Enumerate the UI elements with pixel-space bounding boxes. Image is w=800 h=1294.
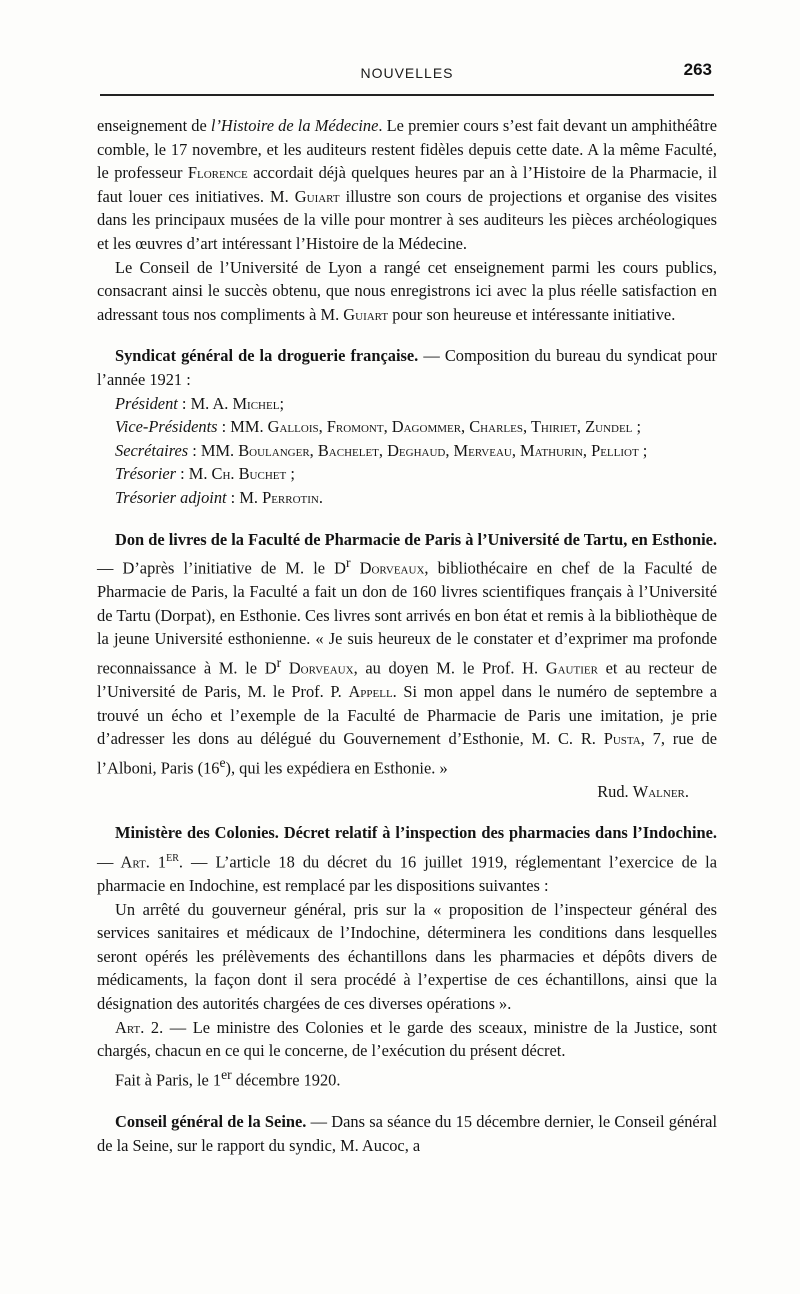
book-title: l’Histoire de la Médecine xyxy=(210,116,379,135)
officer-vice-presidents: Vice-Présidents : MM. Gallois, Fromont, Dagommer, Charles, Thiriet, Zundel ; xyxy=(115,417,642,437)
ministere-section: Ministère des Colonies. Décret relatif à l’inspection des pharmacies dans l’Indochine. — Art. 1er. — L’article 18 du décret du 16 juillet 1919, réglementant l’exercice de la pharmacie en Indochine, est remplacé par les dispositions suivantes : xyxy=(97,823,717,896)
running-title: NOUVELLES xyxy=(360,65,454,81)
section-heading: Conseil général de la Seine. xyxy=(115,1111,307,1131)
page-number: 263 xyxy=(683,60,712,79)
page-header xyxy=(100,58,714,96)
officer-tresorier: Trésorier : M. Ch. Buchet ; xyxy=(115,464,295,484)
intro-paragraph-2: Le Conseil de l’Université de Lyon a rangé cet enseignement parmi les cours publics, consacrant ainsi le succès obtenu, que nous enregistrons ici avec la plus réelle satisfaction en adressant tous nos compliments à M. Guiart pour son heureuse et intéressante initiative. xyxy=(97,257,717,324)
officer-president: Président : M. A. Michel; xyxy=(115,393,285,413)
conseil-section: Conseil général de la Seine. — Dans sa séance du 15 décembre dernier, le Conseil général de la Seine, sur le rapport du syndic, M. Aucoc, a xyxy=(97,1111,717,1155)
intro-paragraph-1: enseignement de l’Histoire de la Médecine. Le premier cours s’est fait devant un amphithéâtre comble, le 17 novembre, et les auditeurs restent fidèles depuis cette date. A la même Faculté, le professeur Florence accordait déjà quelques heures par an à l’Histoire de la Pharmacie, il faut louer ces initiatives. M. Guiart illustre son cours de projections et organise des visites dans les principaux musées de la ville pour montrer à ses auditeurs les pièces archéologiques et les œuvres d’art intéressant l’Histoire de la Médecine. xyxy=(97,116,717,253)
signature: Rud. Walner. xyxy=(597,781,689,801)
officer-tresorier-adjoint: Trésorier adjoint : M. Perrotin. xyxy=(115,487,323,507)
syndicat-section: Syndicat général de la droguerie française. — Composition du bureau du syndicat pour l’année 1921 : xyxy=(97,346,717,389)
ministere-article-2: Art. 2. — Le ministre des Colonies et le garde des sceaux, ministre de la Justice, sont chargés, chacun en ce qui le concerne, de l’exécution du présent décret. xyxy=(97,1017,717,1061)
ministere-arrete: Un arrêté du gouverneur général, pris sur la « proposition de l’inspecteur général des services sanitaires et médicaux de l’Indochine, déterminera les conditions dans lesquelles seront opérés les prélèvements des échantillons dans les pharmacies et dépôts divers de médicaments, la façon dont il sera procédé à l’expertise de ces échantillons, ainsi que la désignation des autorités chargées de ces diverses opérations ». xyxy=(97,899,717,1014)
section-heading: Syndicat général de la droguerie française. xyxy=(115,346,419,366)
person-name: Florence xyxy=(187,163,248,183)
person-name: Guiart xyxy=(294,186,340,206)
section-heading: Ministère des Colonies. Décret relatif à l’inspection des pharmacies dans l’Indochine. xyxy=(115,823,717,843)
section-heading: Don de livres de la Faculté de Pharmacie de Paris à l’Université de Tartu, en Esthonie. xyxy=(115,529,718,549)
don-section: Don de livres de la Faculté de Pharmacie de Paris à l’Université de Tartu, en Esthonie. — D’après l’initiative de M. le $D^r$ Dorveaux, bibliothécaire en chef de la Faculté de Pharmacie de Paris, la Faculté a fait un don de 160 livres scientifiques français à l’Université de Tartu (Dorpat), en Esthonie. Ces livres sont arrivés en bon état et remis à la bibliothèque de la jeune Université esthonienne. « Je suis heureux de le constater et d’exprimer ma profonde reconnaissance à M. le $D^r$ Dorveaux, au doyen M. le Prof. H. Gautier et au recteur de l’Université de Paris, M. le Prof. P. Appell. Si mon appel dans le numéro de septembre a trouvé un écho et l’exemple de la Faculté de Pharmacie de Paris une imitation, je prie d’adresser les dons au délégué du Gouvernement d’Esthonie, M. C. R. Pusta, 7, rue de l’Alboni, Paris (16e), qui les expédiera en Esthonie. » xyxy=(97,529,718,778)
don-signature-line xyxy=(97,780,717,804)
ministere-date-line: Fait à Paris, le 1er décembre 1920. xyxy=(115,1066,341,1090)
officer-secretaires: Secrétaires : MM. Boulanger, Bachelet, Deghaud, Merveau, Mathurin, Pelliot ; xyxy=(115,440,648,460)
person-name: Guiart xyxy=(343,304,389,324)
page-body xyxy=(97,114,717,1157)
